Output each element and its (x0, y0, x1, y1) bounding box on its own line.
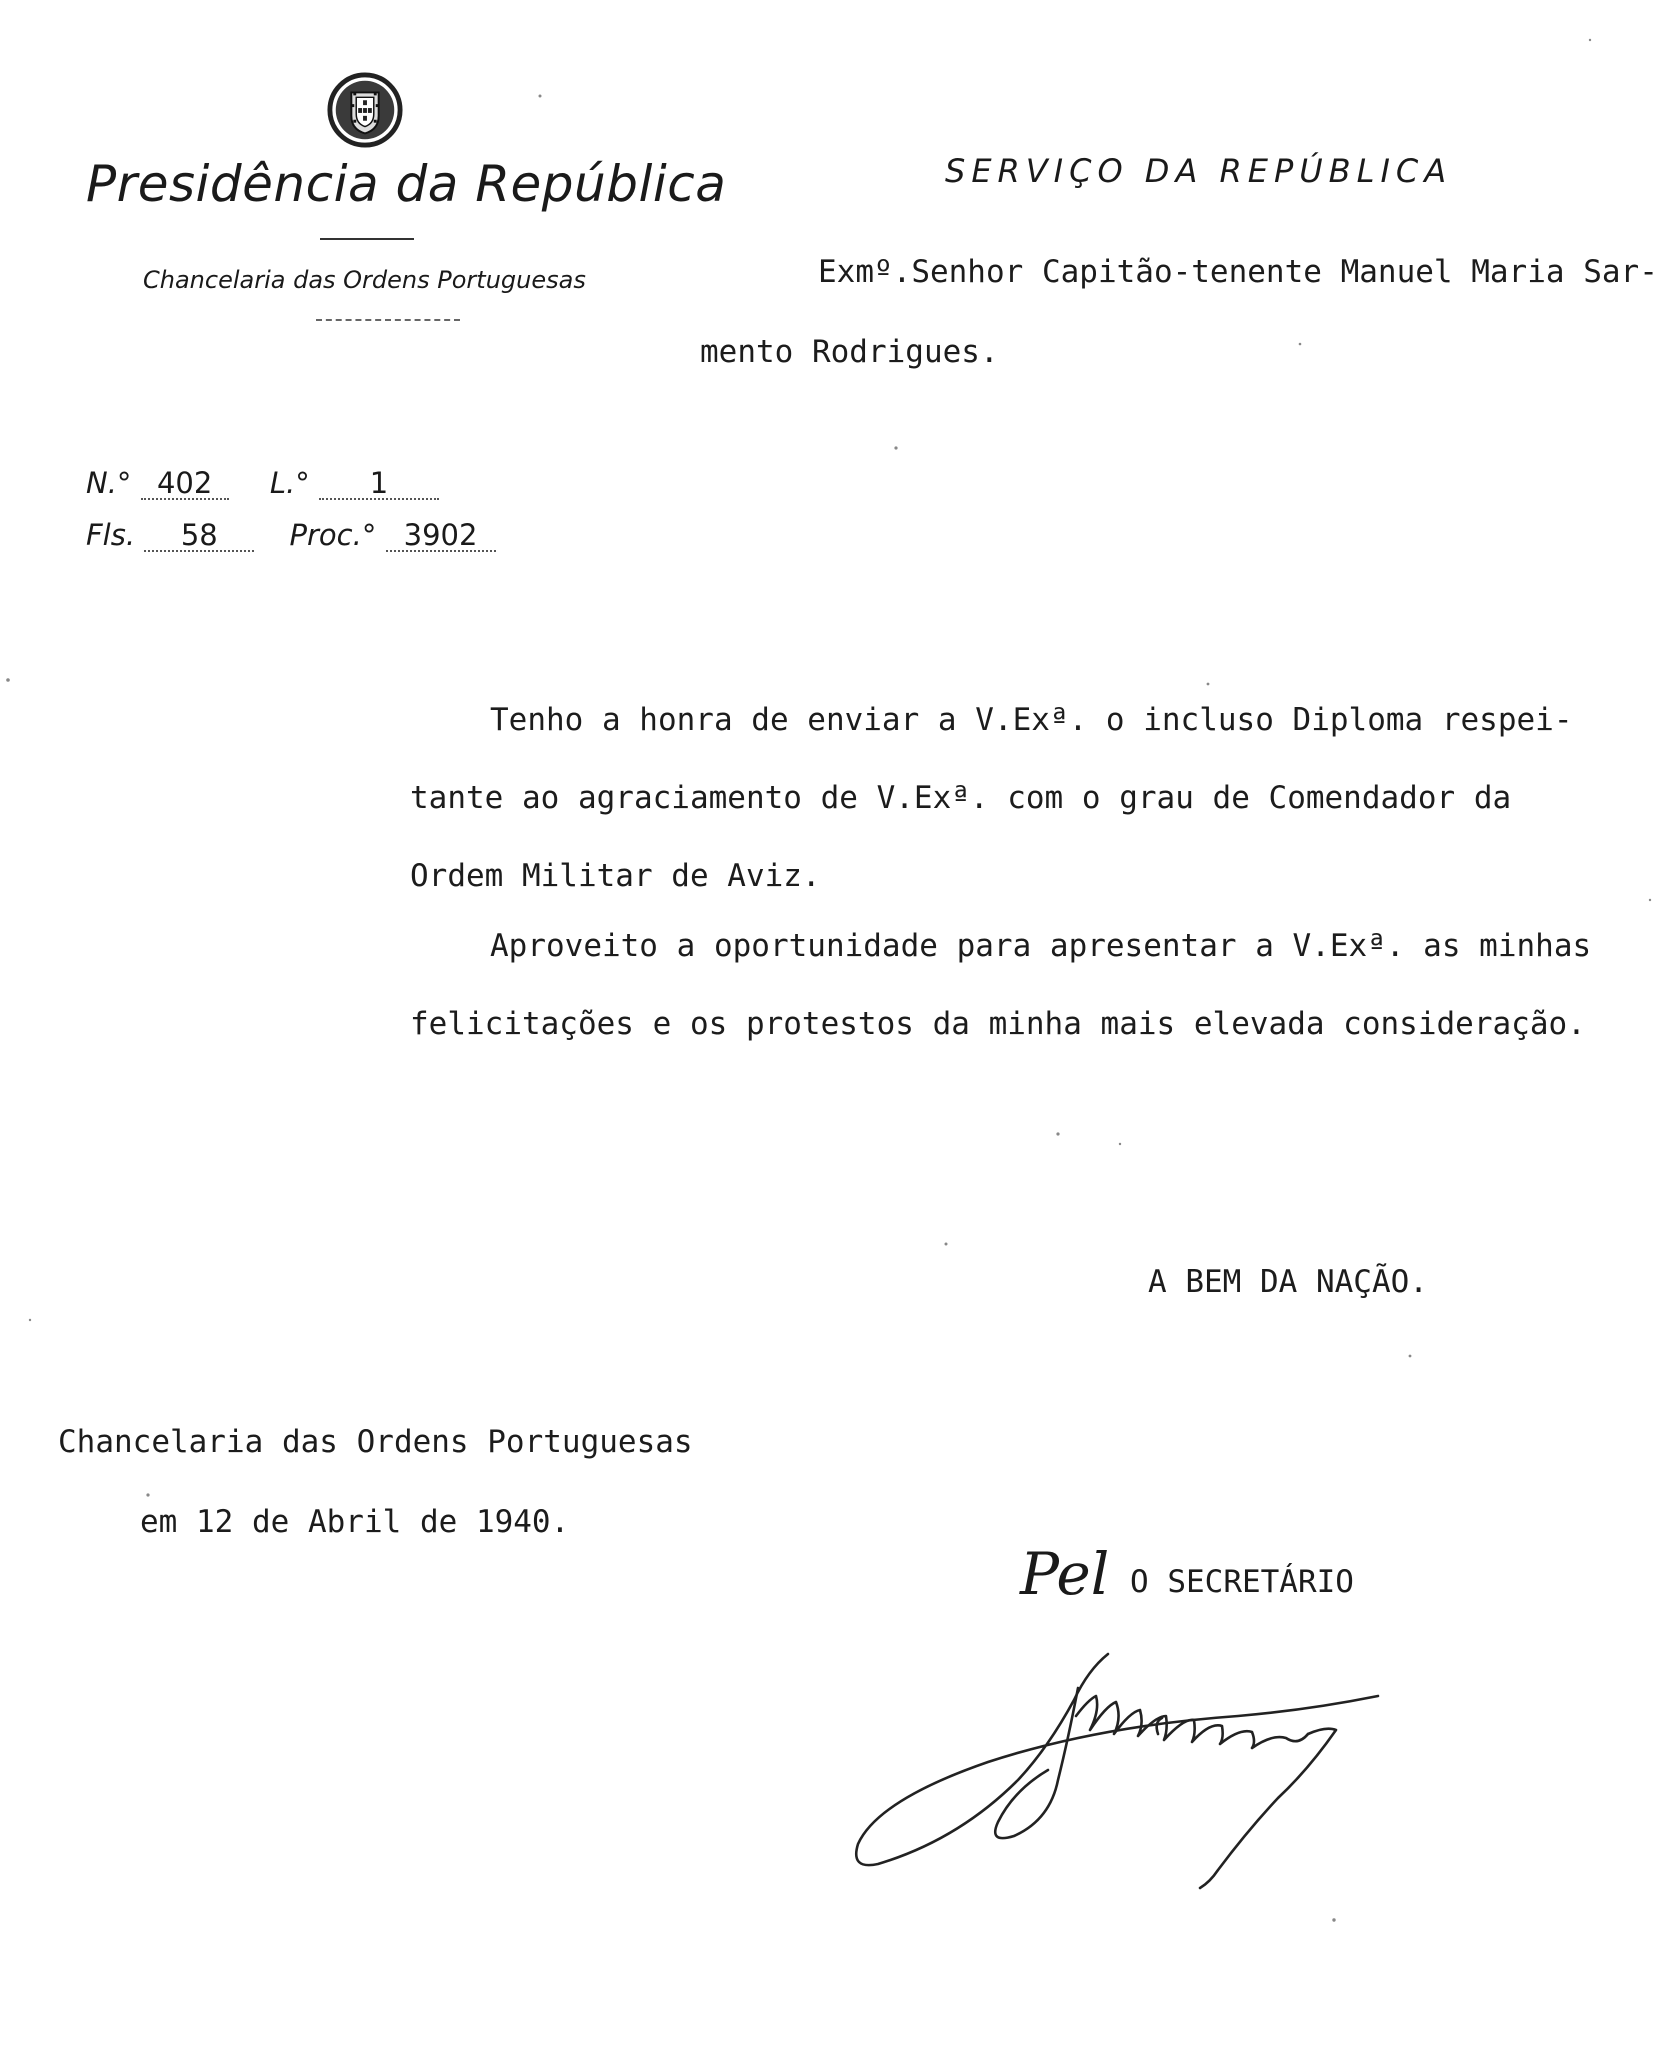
body-line-5: felicitações e os protestos da minha mais elevada consideração. (410, 1006, 1586, 1042)
secretary-title: O SECRETÁRIO (1130, 1564, 1354, 1600)
signature-scribble (838, 1630, 1398, 1900)
issuing-office: Chancelaria das Ordens Portuguesas (58, 1424, 693, 1460)
book-value: 1 (319, 468, 439, 500)
issue-date: em 12 de Abril de 1940. (140, 1504, 570, 1540)
coat-of-arms-icon (326, 70, 404, 150)
closing-formula: A BEM DA NAÇÃO. (1148, 1264, 1428, 1300)
process-label: Proc.° (289, 518, 377, 552)
letterhead-title: Presidência da República (86, 155, 727, 213)
body-line-4: Aproveito a oportunidade para apresentar a V.Exª. as minhas (490, 928, 1592, 964)
body-line-1: Tenho a honra de enviar a V.Exª. o incluso Diploma respei- (490, 702, 1573, 738)
letterhead-subtitle: Chancelaria das Ordens Portuguesas (143, 266, 586, 294)
service-header: SERVIÇO DA REPÚBLICA (945, 152, 1453, 190)
letterhead-divider-dashed (316, 319, 460, 321)
number-value: 402 (141, 468, 229, 500)
process-value: 3902 (386, 520, 496, 552)
letterhead-divider (320, 238, 414, 240)
folios-value: 58 (144, 520, 254, 552)
body-line-2: tante ao agraciamento de V.Exª. com o grau de Comendador da (410, 780, 1512, 816)
addressee-line-1: Exmº.Senhor Capitão-tenente Manuel Maria Sar- (818, 254, 1658, 290)
addressee-line-2: mento Rodrigues. (700, 334, 999, 370)
number-label: N.° (86, 466, 132, 500)
body-line-3: Ordem Militar de Aviz. (410, 858, 821, 894)
book-label: L.° (269, 466, 310, 500)
folios-label: Fls. (86, 518, 136, 552)
reference-row-1 (86, 466, 439, 500)
pel-handwritten: Pel (1020, 1540, 1110, 1608)
reference-row-2 (86, 518, 496, 552)
